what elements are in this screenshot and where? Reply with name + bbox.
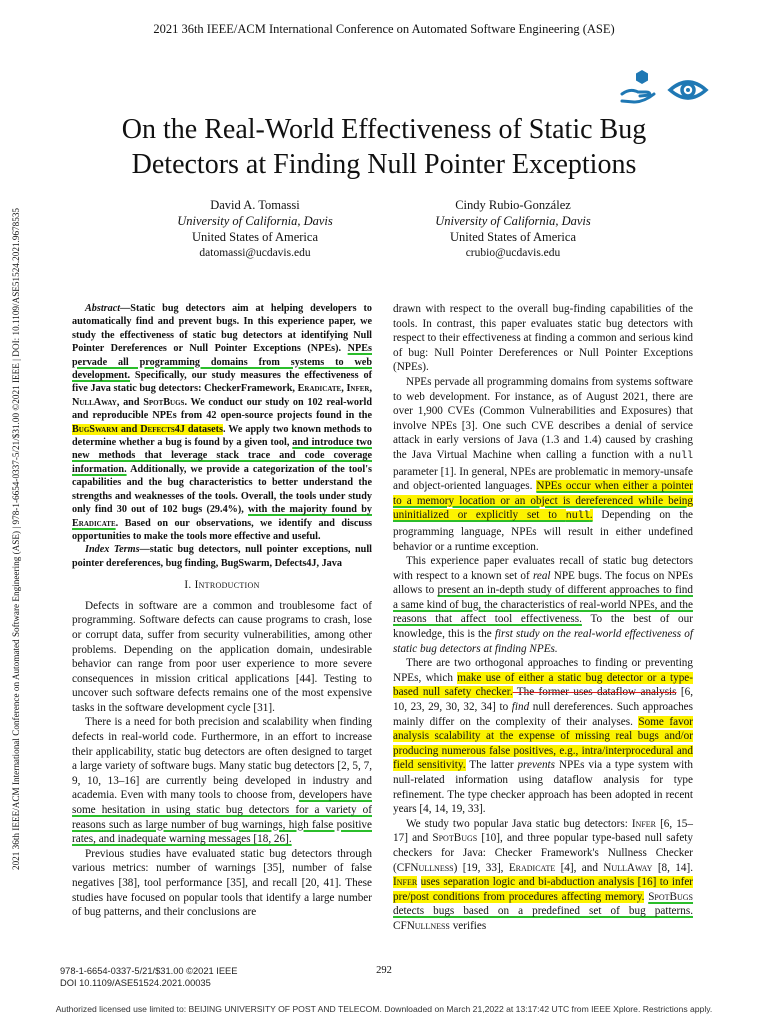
conference-header: 2021 36th IEEE/ACM International Conference on Automated Software Engineering (ASE) xyxy=(153,22,615,36)
paragraph: drawn with respect to the overall bug-finding capabilities of the tools. In contrast, this paper evaluates static bug detectors with respect to their effectiveness at finding a common and serious kind of bug: Null Pointer Dereferences or Null Pointer Exceptions (NPEs). xyxy=(393,303,693,374)
footer-doi[interactable]: DOI 10.1109/ASE51524.2021.00035 xyxy=(60,978,211,988)
author-email[interactable]: datomassi@ucdavis.edu xyxy=(199,247,311,259)
index-terms-label: Index Terms xyxy=(85,544,140,556)
title-line-2: Detectors at Finding Null Pointer Exceptions xyxy=(131,149,637,180)
paragraph: This experience paper evaluates recall of static bug detectors with respect to a known set of real NPE bugs. The focus on NPEs allows to present an in-depth study of different approaches to find a same kind of bug, the characteristics of real-world NPEs, and the reasons that affect tool effectiveness. To the best of our knowledge, this is the first study on the real-world effectiveness of static bug detectors at finding NPEs. xyxy=(393,555,693,655)
paragraph: NPEs pervade all programming domains from systems software to web development. For instance, as of August 2021, there are over 1,900 CVEs (Common Vulnerabilities and Exposures) that involve NPEs [3]. One such CVE describes a denial of service attack in early versions of Java (1.3 and 1.4) caused by crashing the Java Virtual Machine when calling a function with a null parameter [1]. In general, NPEs are problematic in memory-unsafe and object-oriented languages. NPEs occur when either a pointer to a memory location or an object is dereferenced while being uninitialized or explicitly set to null. Depending on the programming language, NPEs will result in either undefined behavior or a runtime exception. xyxy=(393,375,694,553)
paragraph: Defects in software are a common and troublesome fact of programming. Software defects can cause programs to crash, lose or corrupt data, suffer from security vulnerabilities, among other problems. Depending on the application domain, undesirable behavior can range from poor user experience to more severe consequences in mission critical applications [44]. Testing to uncover such software defects remains one of the most expensive tasks in the software development cycle [31]. xyxy=(72,599,372,714)
page-number: 292 xyxy=(376,965,392,976)
author-block-2 xyxy=(393,197,633,261)
author-country: United States of America xyxy=(449,230,576,244)
abstract-label: Abstract xyxy=(85,303,121,314)
acm-badges xyxy=(620,68,710,112)
paragraph: Previous studies have evaluated static bug detectors through various metrics: number of warnings [35], number of false negatives [38], tool performance [35], and recall [20, 41]. These studies have focused on popular tools that identify a large number of bug patterns, and their conclusions are xyxy=(72,847,372,919)
title-line-1: On the Real-World Effectiveness of Static Bug xyxy=(121,114,647,145)
author-affiliation: University of California, Davis xyxy=(435,214,591,228)
index-terms: Index Terms—static bug detectors, null pointer exceptions, null pointer dereferences, bug finding, BugSwarm, Defects4J, Java xyxy=(72,544,372,569)
author-affiliation: University of California, Davis xyxy=(177,214,333,228)
paragraph: There are two orthogonal approaches to finding or preventing NPEs, which make use of either a static bug detector or a type-based null safety checker. The former uses dataflow analysis [6, 10, 23, 29, 30, 32, 34] to find null dereferences. Such approaches mainly differ on the complexity of their analyses. Some favor analysis scalability at the expense of missing real bugs and/or producing numerous false positives, e.g., intra/interprocedural and field sensitivity. The latter prevents NPEs via a type system with null-related information using dataflow analysis for type refinement. The type checker approach has been adopted in recent years [4, 14, 19, 33]. xyxy=(393,657,694,816)
author-name: David A. Tomassi xyxy=(210,198,300,212)
footer-isbn: 978-1-6654-0337-5/21/$31.00 ©2021 IEEE xyxy=(60,966,238,976)
author-block-1 xyxy=(135,197,375,261)
paragraph: We study two popular Java static bug detectors: Infer [6, 15–17] and SpotBugs [10], and three popular type-based null safety checkers for Java: Checker Framework's Nullness Checker (CFNullness) [19, 33], Eradicate [4], and NullAway [8, 14]. Infer uses separation logic and bi-abduction analysis [16] to infer pre/post conditions from procedures affecting memory. SpotBugs detects bugs based on a predefined set of bug patterns. CFNullness verifies xyxy=(393,817,694,932)
paragraph: There is a need for both precision and scalability when finding defects in real-world code. Furthermore, in an effort to increase their applicability, static bug detectors are often designed to target a large variety of software bugs. Many static bug detectors [2, 5, 7, 9, 10, 13–16] are currently being developed in industry and academia. Even with many tools to choose from, developers have some hesitation in using static bug detectors for a variety of reasons such as large number of bug warnings, high false positive rates, and inadequate warning messages [18, 26]. xyxy=(72,716,372,846)
left-column xyxy=(72,302,372,920)
paper-title xyxy=(60,112,708,182)
author-name: Cindy Rubio-González xyxy=(455,198,571,212)
side-doi-strip: 2021 36th IEEE/ACM International Conference on Automated Software Engineering (ASE) | 978-1-6654-0337-5/21/$31.00 ©2021 IEEE | DOI: 10.1109/ASE51524.2021.9678535 xyxy=(11,207,21,870)
section-heading-introduction: I. Introduction xyxy=(184,579,260,592)
author-country: United States of America xyxy=(191,230,318,244)
right-column xyxy=(393,302,693,934)
author-email[interactable]: crubio@ucdavis.edu xyxy=(465,247,561,259)
license-notice: Authorized licensed use limited to: BEIJING UNIVERSITY OF POST AND TELECOM. Downloaded on March 21,2022 at 13:17:42 UTC from IEEE Xplore. Restrictions apply. xyxy=(55,1004,713,1014)
abstract: Abstract—Static bug detectors aim at helping developers to automatically find and prevent bugs. In this experience paper, we study the effectiveness of static bug detectors at identifying Null Pointer Dereferences or Null Pointer Exceptions (NPEs). NPEs pervade all programming domains from systems to web development. Specifically, our study measures the effectiveness of five Java static bug detectors: CheckerFramework, Eradicate, Infer, NullAway, and SpotBugs. We conduct our study on 102 real-world and reproducible NPEs from 42 open-source projects found in the BugSwarm and Defects4J datasets. We apply two known methods to determine whether a bug is found by a given tool, and introduce two new methods that leverage stack trace and code coverage information. Additionally, we provide a categorization of the tool's capabilities and the bug characteristics to better understand the strengths and weaknesses of the tools. Overall, the tools under study only find 30 out of 102 bugs (29.4%), with the majority found by Eradicate. Based on our observations, we identify and discuss opportunities to make the tools more effective and useful. xyxy=(72,303,373,542)
results-reproduced-icon xyxy=(620,68,710,112)
